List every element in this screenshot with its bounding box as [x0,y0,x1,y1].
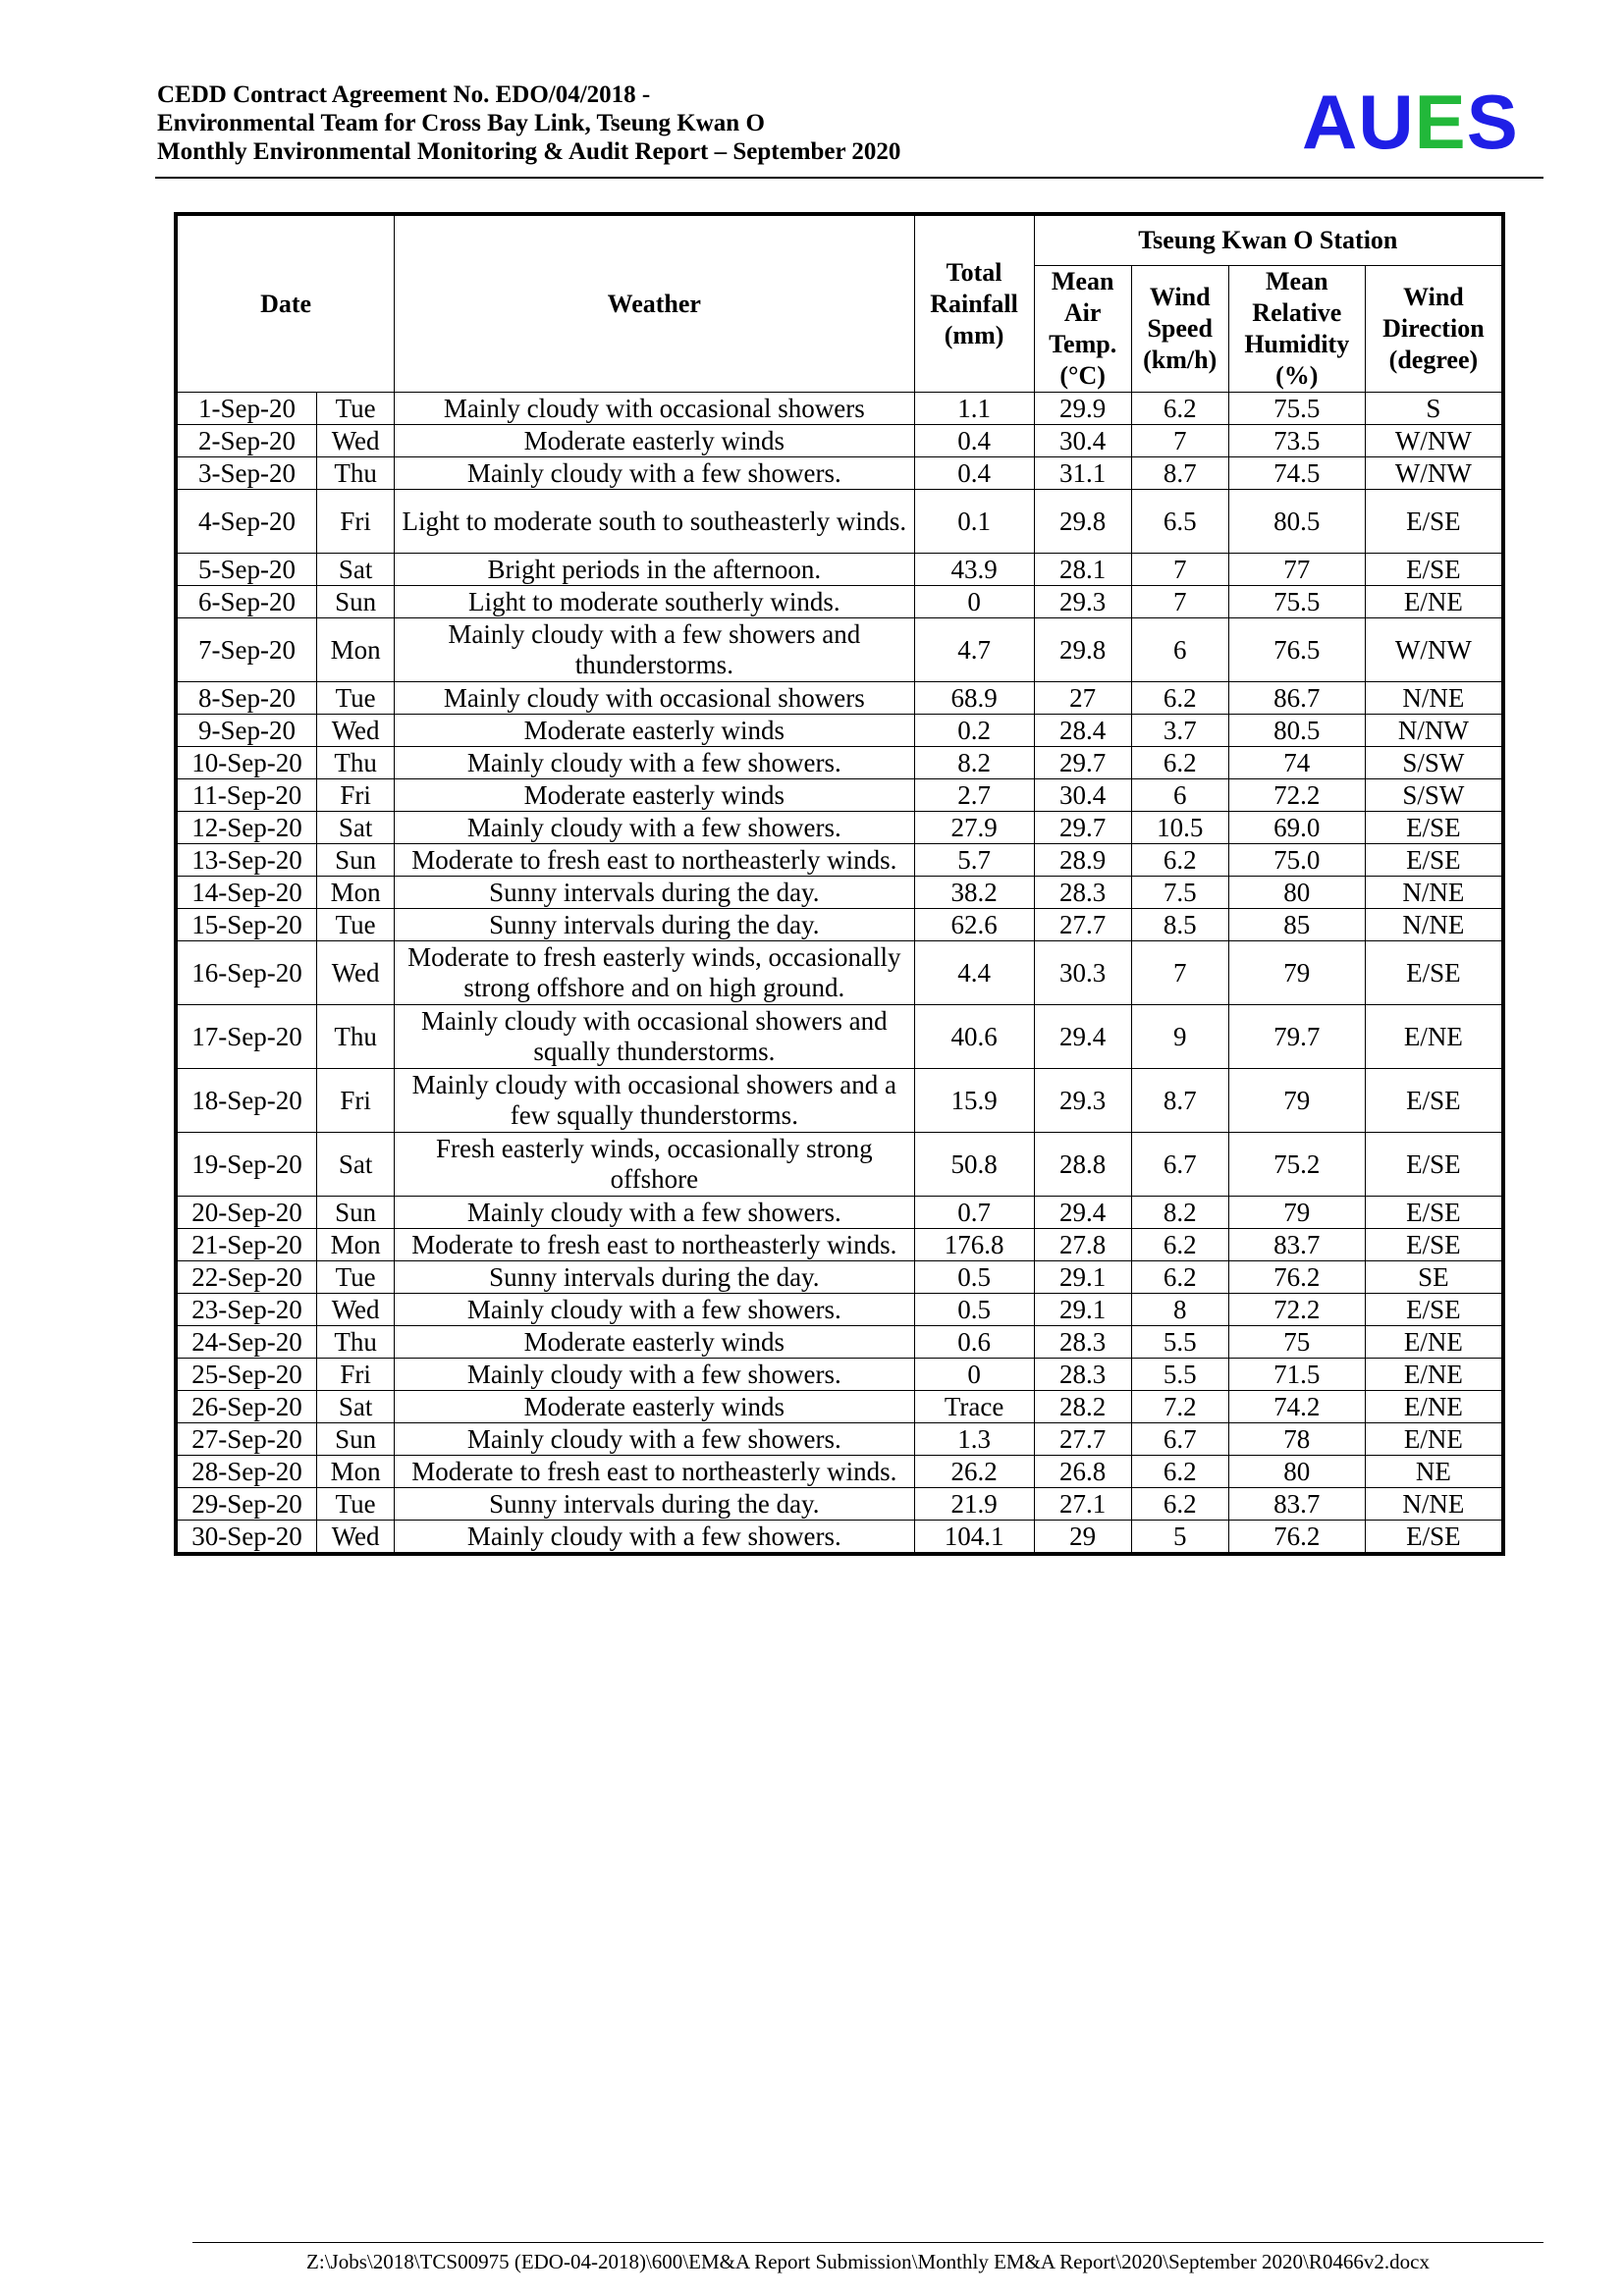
cell-humidity: 83.7 [1228,1229,1365,1261]
table-row [176,1391,1503,1423]
cell-date: 11-Sep-20 [176,779,317,812]
cell-rainfall: 43.9 [914,554,1034,586]
cell-wind-direction: N/NW [1365,715,1503,747]
cell-wind-direction: W/NW [1365,425,1503,457]
cell-day: Sun [317,586,395,618]
cell-humidity: 80 [1228,877,1365,909]
cell-weather: Moderate to fresh easterly winds, occasionally strong offshore and on high ground. [395,941,914,1005]
cell-wind-direction: N/NE [1365,1488,1503,1521]
table-row [176,1456,1503,1488]
table-row [176,554,1503,586]
cell-wind-direction: E/SE [1365,812,1503,844]
cell-weather: Mainly cloudy with a few showers. [395,747,914,779]
cell-humidity: 86.7 [1228,682,1365,715]
cell-day: Wed [317,425,395,457]
cell-wind-speed: 10.5 [1131,812,1228,844]
cell-wind-speed: 5 [1131,1521,1228,1555]
cell-wind-speed: 9 [1131,1005,1228,1069]
cell-weather: Sunny intervals during the day. [395,877,914,909]
cell-date: 26-Sep-20 [176,1391,317,1423]
cell-day: Wed [317,1521,395,1555]
cell-date: 5-Sep-20 [176,554,317,586]
cell-humidity: 76.2 [1228,1261,1365,1294]
cell-humidity: 76.5 [1228,618,1365,682]
cell-humidity: 80.5 [1228,715,1365,747]
cell-day: Sat [317,1133,395,1197]
header-wind-speed: Wind Speed (km/h) [1131,266,1228,393]
cell-air-temp: 29.1 [1034,1261,1131,1294]
table-row [176,1423,1503,1456]
cell-date: 19-Sep-20 [176,1133,317,1197]
cell-wind-direction: E/SE [1365,1229,1503,1261]
cell-wind-direction: W/NW [1365,618,1503,682]
table-row [176,1521,1503,1555]
cell-rainfall: 15.9 [914,1069,1034,1133]
cell-wind-speed: 6.7 [1131,1133,1228,1197]
file-path-footer: Z:\Jobs\2018\TCS00975 (EDO-04-2018)\600\EM&A Report Submission\Monthly EM&A Report\2020\September 2020\R0466v2.docx [306,2250,1430,2273]
cell-air-temp: 29.1 [1034,1294,1131,1326]
cell-day: Fri [317,1359,395,1391]
table-row [176,457,1503,490]
header-date: Date [176,214,395,393]
table-row [176,877,1503,909]
cell-rainfall: 21.9 [914,1488,1034,1521]
cell-air-temp: 26.8 [1034,1456,1131,1488]
cell-day: Mon [317,618,395,682]
cell-air-temp: 28.9 [1034,844,1131,877]
cell-weather: Mainly cloudy with occasional showers [395,682,914,715]
cell-wind-speed: 6.2 [1131,393,1228,425]
cell-humidity: 75 [1228,1326,1365,1359]
cell-date: 15-Sep-20 [176,909,317,941]
table-row [176,1229,1503,1261]
aues-logo: AUES [1302,79,1519,165]
cell-rainfall: 0.4 [914,425,1034,457]
table-row [176,1197,1503,1229]
cell-air-temp: 28.3 [1034,877,1131,909]
cell-humidity: 75.5 [1228,586,1365,618]
cell-air-temp: 28.3 [1034,1326,1131,1359]
weather-data-table [174,212,1505,1556]
cell-day: Tue [317,393,395,425]
cell-wind-direction: E/SE [1365,844,1503,877]
contract-title: CEDD Contract Agreement No. EDO/04/2018 - [157,81,651,108]
table-row [176,1133,1503,1197]
cell-wind-direction: SE [1365,1261,1503,1294]
cell-air-temp: 27 [1034,682,1131,715]
cell-wind-speed: 6.2 [1131,844,1228,877]
cell-wind-speed: 8 [1131,1294,1228,1326]
cell-weather: Bright periods in the afternoon. [395,554,914,586]
cell-date: 3-Sep-20 [176,457,317,490]
cell-date: 25-Sep-20 [176,1359,317,1391]
cell-wind-speed: 6.2 [1131,747,1228,779]
header-air-temp: Mean Air Temp. (°C) [1034,266,1131,393]
cell-wind-speed: 7 [1131,941,1228,1005]
cell-date: 10-Sep-20 [176,747,317,779]
table-row [176,1359,1503,1391]
cell-weather: Sunny intervals during the day. [395,1488,914,1521]
cell-humidity: 79 [1228,1069,1365,1133]
header-divider [155,177,1543,179]
cell-air-temp: 29 [1034,1521,1131,1555]
header-rainfall: Total Rainfall (mm) [914,214,1034,393]
cell-wind-speed: 6.2 [1131,1229,1228,1261]
cell-date: 28-Sep-20 [176,1456,317,1488]
cell-day: Fri [317,1069,395,1133]
cell-rainfall: 62.6 [914,909,1034,941]
report-title: Monthly Environmental Monitoring & Audit Report – September 2020 [157,138,901,165]
cell-date: 14-Sep-20 [176,877,317,909]
cell-date: 8-Sep-20 [176,682,317,715]
cell-rainfall: 68.9 [914,682,1034,715]
header-humidity: Mean Relative Humidity (%) [1228,266,1365,393]
cell-weather: Mainly cloudy with a few showers and thunderstorms. [395,618,914,682]
cell-air-temp: 29.8 [1034,490,1131,554]
cell-day: Sat [317,812,395,844]
header-weather: Weather [395,214,914,393]
cell-weather: Moderate easterly winds [395,1326,914,1359]
table-row [176,393,1503,425]
cell-wind-speed: 7 [1131,586,1228,618]
cell-rainfall: 1.1 [914,393,1034,425]
cell-wind-speed: 6 [1131,779,1228,812]
cell-air-temp: 29.3 [1034,586,1131,618]
cell-day: Sun [317,844,395,877]
cell-date: 27-Sep-20 [176,1423,317,1456]
cell-rainfall: 26.2 [914,1456,1034,1488]
cell-day: Sun [317,1423,395,1456]
cell-day: Wed [317,715,395,747]
cell-wind-speed: 6.2 [1131,1488,1228,1521]
cell-rainfall: 104.1 [914,1521,1034,1555]
cell-air-temp: 28.1 [1034,554,1131,586]
cell-day: Wed [317,941,395,1005]
cell-day: Tue [317,909,395,941]
footer-divider [192,2242,1543,2243]
cell-air-temp: 29.7 [1034,812,1131,844]
cell-wind-direction: E/NE [1365,1359,1503,1391]
header-wind-direction: Wind Direction (degree) [1365,266,1503,393]
table-row [176,1294,1503,1326]
cell-humidity: 71.5 [1228,1359,1365,1391]
cell-rainfall: 5.7 [914,844,1034,877]
cell-rainfall: 0.1 [914,490,1034,554]
cell-humidity: 69.0 [1228,812,1365,844]
cell-date: 9-Sep-20 [176,715,317,747]
cell-wind-speed: 7 [1131,425,1228,457]
table-row [176,490,1503,554]
cell-date: 24-Sep-20 [176,1326,317,1359]
table-row [176,812,1503,844]
cell-weather: Mainly cloudy with occasional showers [395,393,914,425]
cell-wind-speed: 6 [1131,618,1228,682]
table-row [176,1005,1503,1069]
cell-wind-speed: 6.2 [1131,1456,1228,1488]
cell-rainfall: 27.9 [914,812,1034,844]
cell-air-temp: 27.7 [1034,1423,1131,1456]
cell-humidity: 85 [1228,909,1365,941]
table-row [176,909,1503,941]
cell-humidity: 83.7 [1228,1488,1365,1521]
cell-wind-speed: 6.5 [1131,490,1228,554]
cell-day: Tue [317,1488,395,1521]
cell-date: 29-Sep-20 [176,1488,317,1521]
cell-weather: Moderate easterly winds [395,1391,914,1423]
cell-humidity: 75.2 [1228,1133,1365,1197]
cell-wind-direction: N/NE [1365,682,1503,715]
cell-date: 18-Sep-20 [176,1069,317,1133]
cell-air-temp: 30.4 [1034,425,1131,457]
cell-day: Mon [317,1456,395,1488]
cell-date: 6-Sep-20 [176,586,317,618]
cell-weather: Mainly cloudy with a few showers. [395,812,914,844]
cell-weather: Mainly cloudy with a few showers. [395,1294,914,1326]
cell-weather: Fresh easterly winds, occasionally strong offshore [395,1133,914,1197]
cell-date: 20-Sep-20 [176,1197,317,1229]
cell-weather: Mainly cloudy with occasional showers and a few squally thunderstorms. [395,1069,914,1133]
table-row [176,586,1503,618]
cell-air-temp: 27.1 [1034,1488,1131,1521]
cell-rainfall: 176.8 [914,1229,1034,1261]
cell-date: 2-Sep-20 [176,425,317,457]
table-row [176,682,1503,715]
cell-humidity: 72.2 [1228,779,1365,812]
cell-weather: Moderate to fresh east to northeasterly winds. [395,1456,914,1488]
cell-weather: Light to moderate south to southeasterly winds. [395,490,914,554]
cell-wind-speed: 6.2 [1131,1261,1228,1294]
cell-wind-direction: E/NE [1365,1391,1503,1423]
cell-humidity: 79.7 [1228,1005,1365,1069]
cell-humidity: 76.2 [1228,1521,1365,1555]
cell-air-temp: 28.8 [1034,1133,1131,1197]
cell-date: 22-Sep-20 [176,1261,317,1294]
cell-wind-speed: 5.5 [1131,1359,1228,1391]
cell-wind-direction: E/SE [1365,490,1503,554]
cell-day: Tue [317,1261,395,1294]
cell-rainfall: 4.4 [914,941,1034,1005]
cell-wind-direction: NE [1365,1456,1503,1488]
cell-air-temp: 28.4 [1034,715,1131,747]
cell-day: Thu [317,1005,395,1069]
table-row [176,844,1503,877]
cell-wind-direction: S [1365,393,1503,425]
cell-wind-speed: 7 [1131,554,1228,586]
cell-wind-speed: 8.7 [1131,457,1228,490]
cell-rainfall: 50.8 [914,1133,1034,1197]
table-row [176,618,1503,682]
cell-wind-direction: S/SW [1365,747,1503,779]
cell-humidity: 72.2 [1228,1294,1365,1326]
cell-weather: Mainly cloudy with a few showers. [395,1359,914,1391]
header-station: Tseung Kwan O Station [1034,214,1503,266]
cell-air-temp: 30.3 [1034,941,1131,1005]
cell-air-temp: 28.2 [1034,1391,1131,1423]
cell-wind-direction: N/NE [1365,877,1503,909]
cell-rainfall: 0 [914,1359,1034,1391]
cell-humidity: 78 [1228,1423,1365,1456]
cell-wind-direction: W/NW [1365,457,1503,490]
cell-weather: Moderate easterly winds [395,425,914,457]
cell-wind-direction: E/SE [1365,1069,1503,1133]
cell-humidity: 80 [1228,1456,1365,1488]
cell-air-temp: 27.7 [1034,909,1131,941]
cell-day: Mon [317,877,395,909]
cell-date: 12-Sep-20 [176,812,317,844]
cell-wind-speed: 7.5 [1131,877,1228,909]
cell-air-temp: 27.8 [1034,1229,1131,1261]
cell-weather: Mainly cloudy with occasional showers and squally thunderstorms. [395,1005,914,1069]
table-row [176,715,1503,747]
cell-date: 1-Sep-20 [176,393,317,425]
cell-rainfall: 4.7 [914,618,1034,682]
table-row [176,425,1503,457]
cell-day: Wed [317,1294,395,1326]
cell-wind-speed: 6.2 [1131,682,1228,715]
cell-day: Tue [317,682,395,715]
cell-weather: Moderate easterly winds [395,715,914,747]
cell-air-temp: 29.9 [1034,393,1131,425]
cell-date: 7-Sep-20 [176,618,317,682]
cell-day: Sun [317,1197,395,1229]
cell-wind-speed: 6.7 [1131,1423,1228,1456]
table-row [176,747,1503,779]
cell-weather: Sunny intervals during the day. [395,1261,914,1294]
cell-date: 13-Sep-20 [176,844,317,877]
cell-rainfall: 0.2 [914,715,1034,747]
cell-date: 16-Sep-20 [176,941,317,1005]
cell-date: 23-Sep-20 [176,1294,317,1326]
cell-wind-direction: E/NE [1365,1005,1503,1069]
cell-wind-direction: N/NE [1365,909,1503,941]
cell-wind-direction: E/NE [1365,1326,1503,1359]
cell-wind-speed: 7.2 [1131,1391,1228,1423]
cell-humidity: 79 [1228,1197,1365,1229]
cell-air-temp: 29.4 [1034,1005,1131,1069]
cell-weather: Light to moderate southerly winds. [395,586,914,618]
table-row [176,779,1503,812]
cell-wind-speed: 8.2 [1131,1197,1228,1229]
cell-wind-direction: E/SE [1365,1521,1503,1555]
table-row [176,1069,1503,1133]
cell-rainfall: 0.5 [914,1294,1034,1326]
cell-weather: Mainly cloudy with a few showers. [395,1521,914,1555]
cell-air-temp: 29.8 [1034,618,1131,682]
cell-date: 21-Sep-20 [176,1229,317,1261]
cell-day: Fri [317,779,395,812]
cell-day: Thu [317,747,395,779]
cell-air-temp: 31.1 [1034,457,1131,490]
cell-rainfall: 0.4 [914,457,1034,490]
cell-day: Sat [317,554,395,586]
table-row [176,941,1503,1005]
cell-air-temp: 29.7 [1034,747,1131,779]
cell-day: Thu [317,1326,395,1359]
cell-wind-direction: E/SE [1365,941,1503,1005]
cell-wind-speed: 5.5 [1131,1326,1228,1359]
cell-air-temp: 30.4 [1034,779,1131,812]
table-row [176,1488,1503,1521]
cell-weather: Moderate to fresh east to northeasterly winds. [395,844,914,877]
cell-rainfall: 2.7 [914,779,1034,812]
cell-humidity: 80.5 [1228,490,1365,554]
cell-rainfall: 0.5 [914,1261,1034,1294]
cell-weather: Mainly cloudy with a few showers. [395,1197,914,1229]
cell-air-temp: 28.3 [1034,1359,1131,1391]
cell-humidity: 75.5 [1228,393,1365,425]
cell-air-temp: 29.4 [1034,1197,1131,1229]
cell-day: Sat [317,1391,395,1423]
cell-day: Mon [317,1229,395,1261]
cell-rainfall: 38.2 [914,877,1034,909]
cell-wind-speed: 8.7 [1131,1069,1228,1133]
cell-day: Fri [317,490,395,554]
cell-day: Thu [317,457,395,490]
cell-humidity: 74.2 [1228,1391,1365,1423]
cell-humidity: 75.0 [1228,844,1365,877]
cell-humidity: 79 [1228,941,1365,1005]
cell-humidity: 74.5 [1228,457,1365,490]
cell-date: 17-Sep-20 [176,1005,317,1069]
cell-date: 4-Sep-20 [176,490,317,554]
cell-rainfall: 40.6 [914,1005,1034,1069]
cell-rainfall: Trace [914,1391,1034,1423]
cell-wind-direction: E/NE [1365,586,1503,618]
cell-wind-direction: E/SE [1365,1197,1503,1229]
cell-air-temp: 29.3 [1034,1069,1131,1133]
cell-rainfall: 0 [914,586,1034,618]
cell-rainfall: 8.2 [914,747,1034,779]
cell-wind-direction: E/SE [1365,1133,1503,1197]
cell-rainfall: 0.7 [914,1197,1034,1229]
cell-wind-direction: E/NE [1365,1423,1503,1456]
cell-humidity: 73.5 [1228,425,1365,457]
cell-wind-direction: E/SE [1365,554,1503,586]
cell-weather: Mainly cloudy with a few showers. [395,1423,914,1456]
cell-date: 30-Sep-20 [176,1521,317,1555]
cell-humidity: 74 [1228,747,1365,779]
cell-wind-speed: 8.5 [1131,909,1228,941]
cell-wind-direction: E/SE [1365,1294,1503,1326]
cell-weather: Moderate to fresh east to northeasterly winds. [395,1229,914,1261]
cell-weather: Mainly cloudy with a few showers. [395,457,914,490]
cell-humidity: 77 [1228,554,1365,586]
cell-rainfall: 1.3 [914,1423,1034,1456]
cell-weather: Moderate easterly winds [395,779,914,812]
cell-weather: Sunny intervals during the day. [395,909,914,941]
table-row [176,1326,1503,1359]
cell-wind-speed: 3.7 [1131,715,1228,747]
table-header-row [176,214,1503,266]
cell-wind-direction: S/SW [1365,779,1503,812]
project-title: Environmental Team for Cross Bay Link, Tseung Kwan O [157,110,765,136]
table-row [176,1261,1503,1294]
cell-rainfall: 0.6 [914,1326,1034,1359]
